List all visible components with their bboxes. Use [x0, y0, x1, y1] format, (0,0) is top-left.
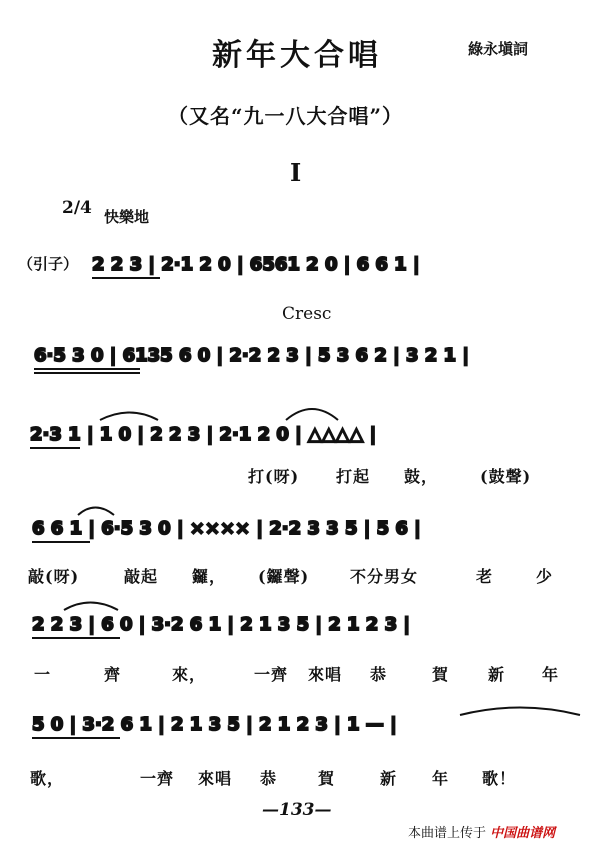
- intro-label: （引子）: [18, 255, 79, 273]
- system-1-notes: 2 2 3 | 2·1 2 0 | 6561 2 0 | 6 6 1 |: [92, 254, 420, 275]
- lyric-line-6-word-3: 來唱: [198, 769, 233, 788]
- lyric-line-3-word-3: 鼓，: [404, 467, 439, 486]
- lyric-line-5-word-1: 一: [34, 665, 52, 684]
- system-2-notes: 6·5 3 0 | 6135 6 0 | 2·2 2 3 | 5 3 6 2 | 3 2 1 |: [34, 345, 469, 366]
- lyric-line-4-word-5: 不分男女: [350, 567, 419, 586]
- lyric-line-5-word-6: 恭: [370, 665, 388, 684]
- system-5-notes: 2 2 3 | 6 0 | 3·2 6 1 | 2 1 3 5 | 2 1 2 3 |: [32, 614, 410, 635]
- lyric-line-5-word-7: 賀: [432, 665, 450, 684]
- tempo-marking: 快樂地: [104, 208, 150, 226]
- lyricist-credit: 綠永塡詞: [468, 40, 529, 58]
- lyric-line-6-word-4: 恭: [260, 769, 278, 788]
- site-logo-text[interactable]: 中国曲谱网: [490, 826, 556, 841]
- lyric-line-6-word-7: 年: [432, 769, 450, 788]
- lyric-line-4-word-1: 敲(呀): [28, 567, 80, 586]
- lyric-line-6-word-1: 歌，: [30, 769, 65, 788]
- system-6-notes: 5 0 | 3·2 6 1 | 2 1 3 5 | 2 1 2 3 | 1 — |: [32, 714, 397, 735]
- section-number: I: [290, 158, 302, 187]
- lyric-line-4-word-6: 老: [476, 567, 494, 586]
- lyric-line-6-word-6: 新: [380, 769, 398, 788]
- lyric-line-5-word-8: 新: [488, 665, 506, 684]
- crescendo-marking: Cresc: [282, 304, 332, 324]
- lyric-line-6-word-2: 一齊: [140, 769, 175, 788]
- system-3-notes: 2·3 1 | 1 0 | 2 2 3 | 2·1 2 0 | △△△△ |: [30, 424, 377, 445]
- lyric-line-4-word-3: 鑼，: [192, 567, 227, 586]
- lyric-line-5-word-4: 一齊: [254, 665, 289, 684]
- page-number: —133—: [262, 800, 332, 820]
- system-4-notes: 6 6 1 | 6·5 3 0 | ×××× | 2·2 3 3 5 | 5 6 |: [32, 518, 421, 539]
- lyric-line-3-word-2: 打起: [336, 467, 371, 486]
- lyric-line-5-word-9: 年: [542, 665, 560, 684]
- lyric-line-4-word-2: 敲起: [124, 567, 159, 586]
- lyric-line-4-word-4: (鑼聲): [258, 567, 310, 586]
- song-title: 新年大合唱: [212, 38, 382, 73]
- lyric-line-5-word-2: 齊: [104, 665, 122, 684]
- time-signature: 2/4: [62, 198, 92, 218]
- song-alias: （又名“九一八大合唱”）: [168, 104, 404, 128]
- lyric-line-5-word-5: 來唱: [308, 665, 343, 684]
- lyric-line-3-word-4: (鼓聲): [480, 467, 532, 486]
- lyric-line-3-word-1: 打(呀): [248, 467, 300, 486]
- upload-credit: [408, 822, 555, 841]
- lyric-line-4-word-7: 少: [536, 567, 554, 586]
- credit-prefix: 本曲谱上传于: [408, 826, 487, 841]
- lyric-line-6-word-8: 歌！: [482, 769, 517, 788]
- lyric-line-5-word-3: 來，: [172, 665, 207, 684]
- lyric-line-6-word-5: 賀: [318, 769, 336, 788]
